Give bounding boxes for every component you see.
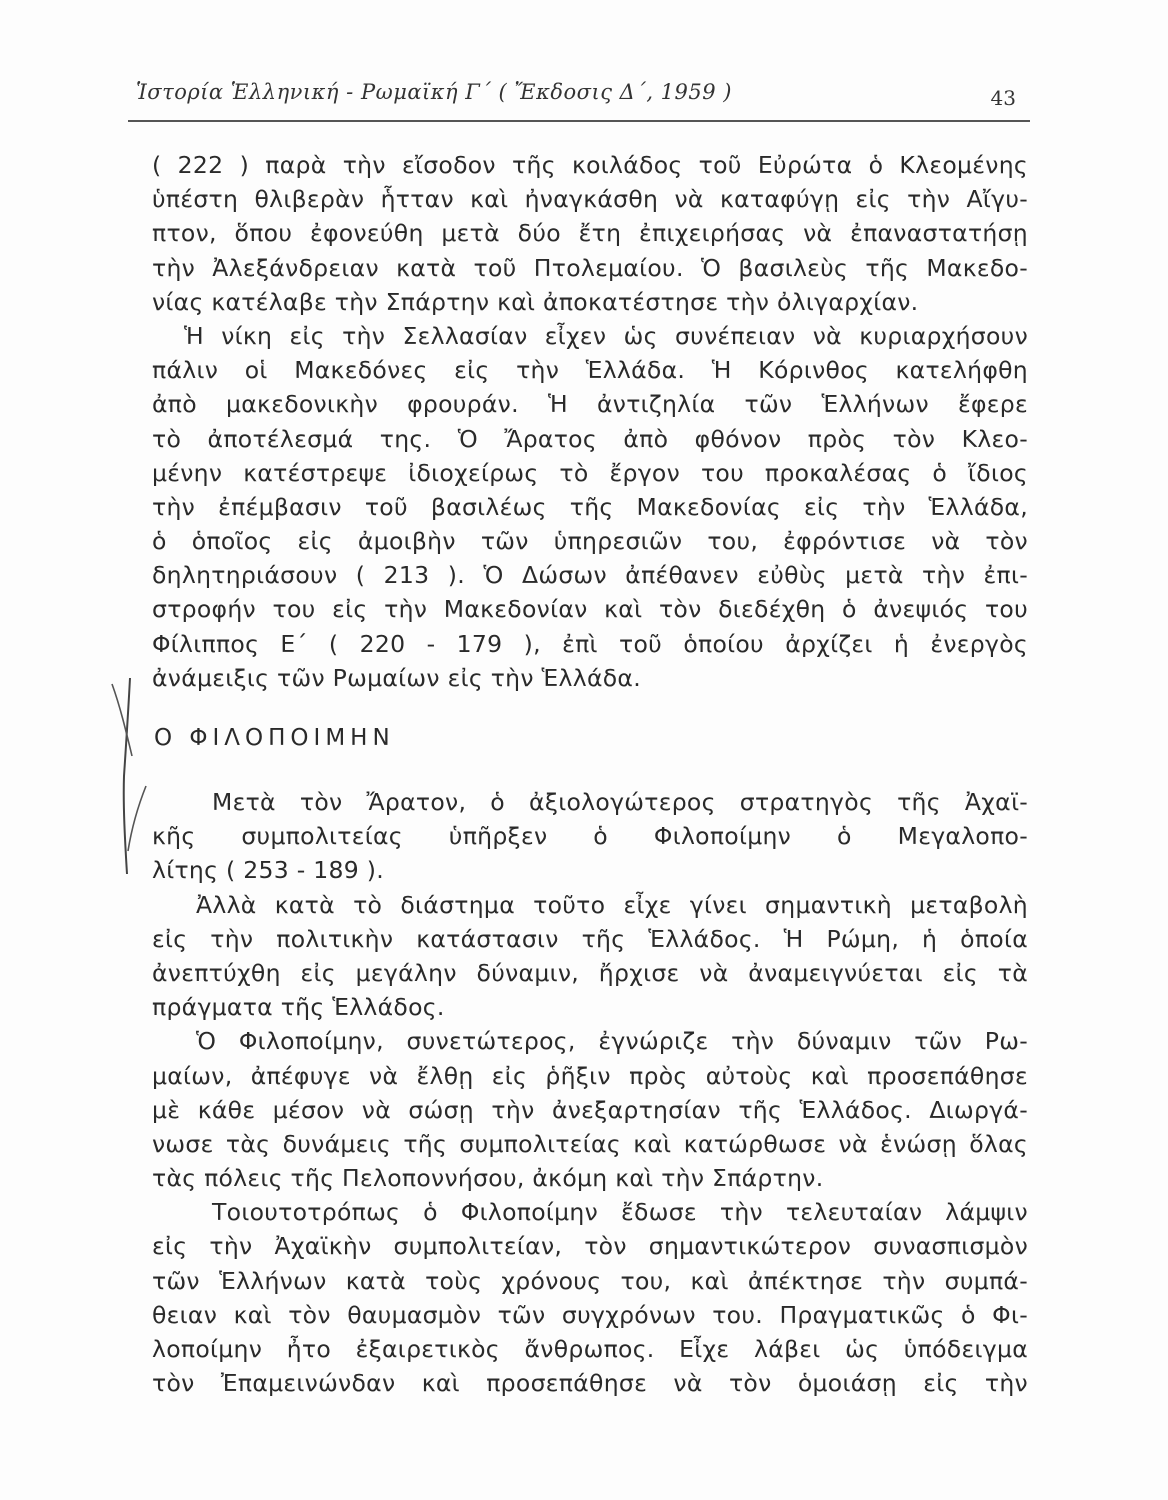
text-line: λοποίμην ἦτο ἐξαιρετικὸς ἄνθρωπος. Εἶχε λάβει ὡς ὑπόδειγμα (152, 1335, 1028, 1363)
text-line: ἀνεπτύχθη εἰς μεγάλην δύναμιν, ἤρχισε νὰ ἀναμειγνύεται εἰς τὰ (152, 958, 1028, 987)
section-heading: Ο ΦΙΛΟΠΟΙΜΗΝ (154, 725, 395, 751)
paragraph-2 (152, 319, 1028, 695)
paragraph-4 (152, 888, 1028, 1025)
body-text (152, 148, 1028, 1400)
text-line: Τοιουτοτρόπως ὁ Φιλοποίμην ἔδωσε τὴν τελευταίαν λάμψιν (212, 1198, 1028, 1227)
paragraph-1 (152, 148, 1028, 319)
text-line: νωσε τὰς δυνάμεις τῆς συμπολιτείας καὶ κατώρθωσε νὰ ἑνώσῃ ὅλας (152, 1129, 1028, 1158)
text-line: μὲ κάθε μέσον νὰ σώσῃ τὴν ἀνεξαρτησίαν τῆς Ἑλλάδος. Διωργά- (152, 1095, 1028, 1124)
text-line: μαίων, ἀπέφυγε νὰ ἔλθῃ εἰς ῥῆξιν πρὸς αὐτοὺς καὶ προσεπάθησε (152, 1061, 1028, 1090)
text-line: θειαν καὶ τὸν θαυμασμὸν τῶν συγχρόνων του. Πραγματικῶς ὁ Φι- (152, 1300, 1028, 1329)
text-line: μένην κατέστρεψε ἰδιοχείρως τὸ ἔργον του προκαλέσας ὁ ἴδιος (152, 458, 1028, 487)
paragraph-5 (152, 1024, 1028, 1195)
text-line: εἰς τὴν πολιτικὴν κατάστασιν τῆς Ἑλλάδος. Ἡ Ρώμη, ἡ ὁποία (152, 924, 1028, 953)
text-line: Ὁ Φιλοποίμην, συνετώτερος, ἐγνώριζε τὴν δύναμιν τῶν Ρω- (196, 1027, 1028, 1056)
text-line: Φίλιππος Ε΄ ( 220 - 179 ), ἐπὶ τοῦ ὁποίου ἀρχίζει ἡ ἐνεργὸς (152, 629, 1028, 658)
text-line: νίας κατέλαβε τὴν Σπάρτην καὶ ἀποκατέστησε τὴν ὀλιγαρχίαν. (152, 287, 919, 316)
running-head (128, 80, 1028, 120)
text-line: τὴν ἐπέμβασιν τοῦ βασιλέως τῆς Μακεδονίας εἰς τὴν Ἑλλάδα, (152, 492, 1028, 521)
text-line: τὴν Ἀλεξάνδρειαν κατὰ τοῦ Πτολεμαίου. Ὁ βασιλεὺς τῆς Μακεδο- (152, 253, 1028, 282)
text-line: τὸ ἀποτέλεσμά της. Ὁ Ἄρατος ἀπὸ φθόνον πρὸς τὸν Κλεο- (152, 424, 1028, 453)
text-line: Μετὰ τὸν Ἄρατον, ὁ ἀξιολογώτερος στρατηγὸς τῆς Ἀχαϊ- (212, 788, 1028, 816)
text-line: τὸν Ἐπαμεινώνδαν καὶ προσεπάθησε νὰ τὸν ὁμοιάσῃ εἰς τὴν (152, 1369, 1028, 1398)
text-line: Ἡ νίκη εἰς τὴν Σελλασίαν εἶχεν ὡς συνέπειαν νὰ κυριαρχήσουν (184, 321, 1028, 350)
text-line: τὰς πόλεις τῆς Πελοποννήσου, ἀκόμη καὶ τὴν Σπάρτην. (152, 1164, 824, 1193)
text-line: ( 222 ) παρὰ τὴν εἴσοδον τῆς κοιλάδος τοῦ Εὐρώτα ὁ Κλεομένης (152, 151, 1028, 179)
header-rule (128, 120, 1030, 122)
text-line: πράγματα τῆς Ἑλλάδος. (152, 993, 445, 1022)
text-line: ὑπέστη θλιβερὰν ἧτταν καὶ ἠναγκάσθη νὰ καταφύγῃ εἰς τὴν Αἴγυ- (152, 185, 1028, 214)
text-line: ἀνάμειξις τῶν Ρωμαίων εἰς τὴν Ἑλλάδα. (152, 663, 641, 692)
text-line: Ἀλλὰ κατὰ τὸ διάστημα τοῦτο εἶχε γίνει σημαντικὴ μεταβολὴ (196, 890, 1028, 919)
text-line: εἰς τὴν Ἀχαϊκὴν συμπολιτείαν, τὸν σημαντικώτερον συνασπισμὸν (152, 1232, 1028, 1261)
text-line: τῶν Ἑλλήνων κατὰ τοὺς χρόνους του, καὶ ἀπέκτησε τὴν συμπά- (152, 1266, 1028, 1295)
text-line: στροφήν του εἰς τὴν Μακεδονίαν καὶ τὸν διεδέχθη ὁ ἀνεψιός του (152, 595, 1028, 624)
text-line: δηλητηριάσουν ( 213 ). Ὁ Δώσων ἀπέθανεν εὐθὺς μετὰ τὴν ἐπι- (152, 561, 1028, 590)
text-line: ὁ ὁποῖος εἰς ἀμοιβὴν τῶν ὑπηρεσιῶν του, ἐφρόντισε νὰ τὸν (152, 527, 1028, 556)
text-line: ἀπὸ μακεδονικὴν φρουράν. Ἡ ἀντιζηλία τῶν Ἑλλήνων ἔφερε (152, 390, 1028, 419)
paragraph-3 (152, 785, 1028, 888)
running-title: Ἱστορία Ἑλληνική - Ρωμαϊκή Γ΄ ( Ἔκδοσις Δ΄, 1959 ) (136, 80, 732, 104)
paragraph-6 (152, 1195, 1028, 1400)
text-line: πτον, ὅπου ἐφονεύθη μετὰ δύο ἔτη ἐπιχειρήσας νὰ ἐπαναστατήσῃ (152, 219, 1028, 248)
text-line: πάλιν οἱ Μακεδόνες εἰς τὴν Ἑλλάδα. Ἡ Κόρινθος κατελήφθη (152, 356, 1028, 385)
page-number: 43 (990, 86, 1016, 110)
text-line: κῆς συμπολιτείας ὑπῆρξεν ὁ Φιλοποίμην ὁ Μεγαλοπο- (152, 822, 1028, 851)
text-line: λίτης ( 253 - 189 ). (152, 856, 385, 885)
